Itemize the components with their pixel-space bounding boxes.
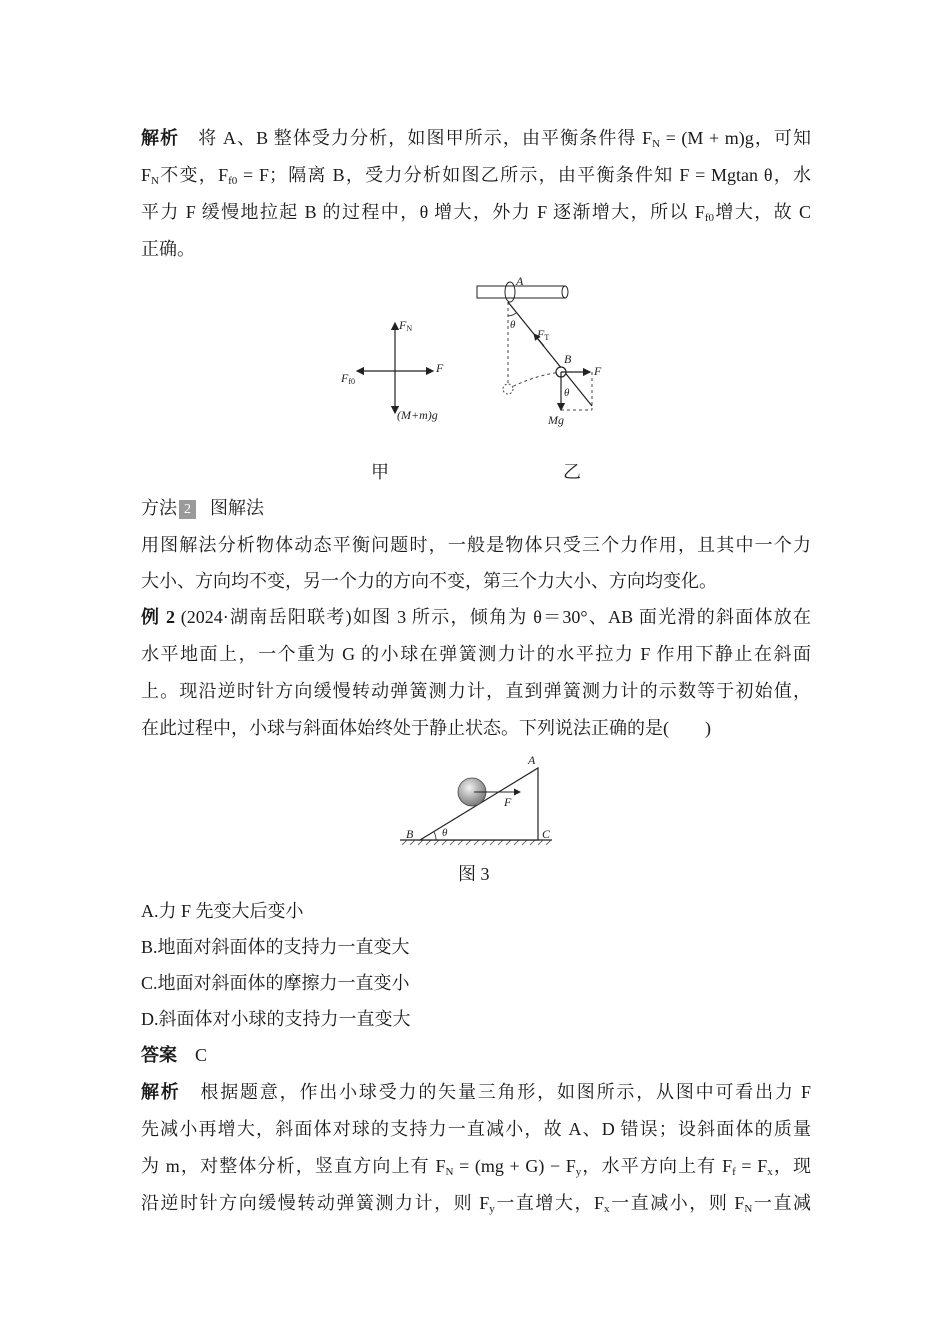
analysis2-label: 解析 — [141, 1082, 181, 1102]
figure-3 — [398, 750, 558, 850]
analysis2-line2: 先减小再增大，斜面体对球的支持力一直减小，故 A、D 错误；设斜面体的质量 — [141, 1119, 811, 1139]
answer-line — [141, 1043, 811, 1067]
label-weight: (M+m)g — [397, 408, 438, 422]
analysis1-line1: 解析 将 A、B 整体受力分析，如图甲所示，由平衡条件得 $F_N = (M + m)g$，可知 — [141, 128, 812, 150]
method-text-line1: 用图解法分析物体动态平衡问题时，一般是物体只受三个力作用，且其中一个力 — [141, 535, 811, 555]
example-line3: 上。现沿逆时针方向缓慢转动弹簧测力计，直到弹簧测力计的示数等于初始值， — [141, 681, 811, 701]
example-line4: 在此过程中，小球与斜面体始终处于静止状态。下列说法正确的是( ) — [141, 718, 711, 738]
analysis1-line3: 平力 F 缓慢地拉起 B 的过程中，θ 增大，外力 F 逐渐增大，所以 $F_{f0}$增大，故 C — [141, 202, 811, 224]
method-text-line2: 大小、方向均不变，另一个力的方向不变，第三个力大小、方向均变化。 — [141, 571, 717, 591]
label-ft: FT — [537, 327, 550, 342]
option-d: D.斜面体对小球的支持力一直变大 — [141, 1009, 411, 1029]
figure-jia — [335, 315, 465, 430]
fig3-label-f: F — [504, 795, 512, 809]
analysis2-line1: 解析 根据题意，作出小球受力的矢量三角形，如图所示，从图中可看出力 F — [141, 1082, 812, 1102]
fig3-label-b: B — [406, 827, 414, 841]
label-theta2: θ — [564, 387, 570, 399]
method-heading: 方法 2 图解法 — [141, 498, 264, 518]
option-b: B.地面对斜面体的支持力一直变大 — [141, 937, 410, 957]
example-line1: 例 2 (2024·湖南岳阳联考)如图 3 所示，倾角为 θ＝30°、AB 面光滑的斜面体放在 — [141, 607, 812, 627]
answer-label: 答案 — [141, 1045, 177, 1065]
analysis1-line2: $F_N$不变，$F_{f0} = F$；隔离 B，受力分析如图乙所示，由平衡条件知 F = Mgtan θ，水 — [141, 165, 811, 187]
label-theta1: θ — [510, 319, 516, 331]
label-fn: FN — [399, 318, 413, 333]
figure-yi — [472, 276, 622, 426]
analysis2-line4: 沿逆时针方向缓慢转动弹簧测力计，则 $F_y$一直增大，$F_x$一直减小，则 $F_N$一直减 — [141, 1193, 812, 1215]
option-a: A.力 F 先变大后变小 — [141, 901, 304, 921]
example-label: 例 2 — [141, 607, 176, 627]
caption-yi: 乙 — [563, 462, 581, 482]
option-c: C.地面对斜面体的摩擦力一直变小 — [141, 973, 410, 993]
fig3-label-a: A — [528, 753, 536, 767]
fig3-label-c: C — [542, 827, 551, 841]
label-f: F — [436, 361, 444, 375]
method-number-badge: 2 — [179, 500, 196, 519]
fig3-label-theta: θ — [442, 827, 448, 839]
answer-value: C — [195, 1045, 208, 1065]
example-source: (2024·湖南岳阳联考) — [180, 607, 352, 627]
label-mg: Mg — [548, 413, 564, 427]
analysis2-line3: 为 m，对整体分析，竖直方向上有 $F_N = (mg + G) - F_y$，水平方向上有 $F_f = F_x$，现 — [141, 1156, 812, 1178]
analysis1-line4: 正确。 — [141, 239, 195, 259]
caption-jia: 甲 — [371, 462, 389, 482]
example-line2: 水平地面上，一个重为 G 的小球在弹簧测力计的水平拉力 F 作用下静止在斜面 — [141, 644, 811, 664]
label-b: B — [564, 352, 572, 366]
label-ff0: Ff0 — [341, 371, 356, 386]
analysis-label: 解析 — [141, 128, 180, 148]
label-a: A — [516, 274, 524, 288]
label-f2: F — [594, 364, 602, 378]
caption-fig3: 图 3 — [458, 864, 490, 884]
